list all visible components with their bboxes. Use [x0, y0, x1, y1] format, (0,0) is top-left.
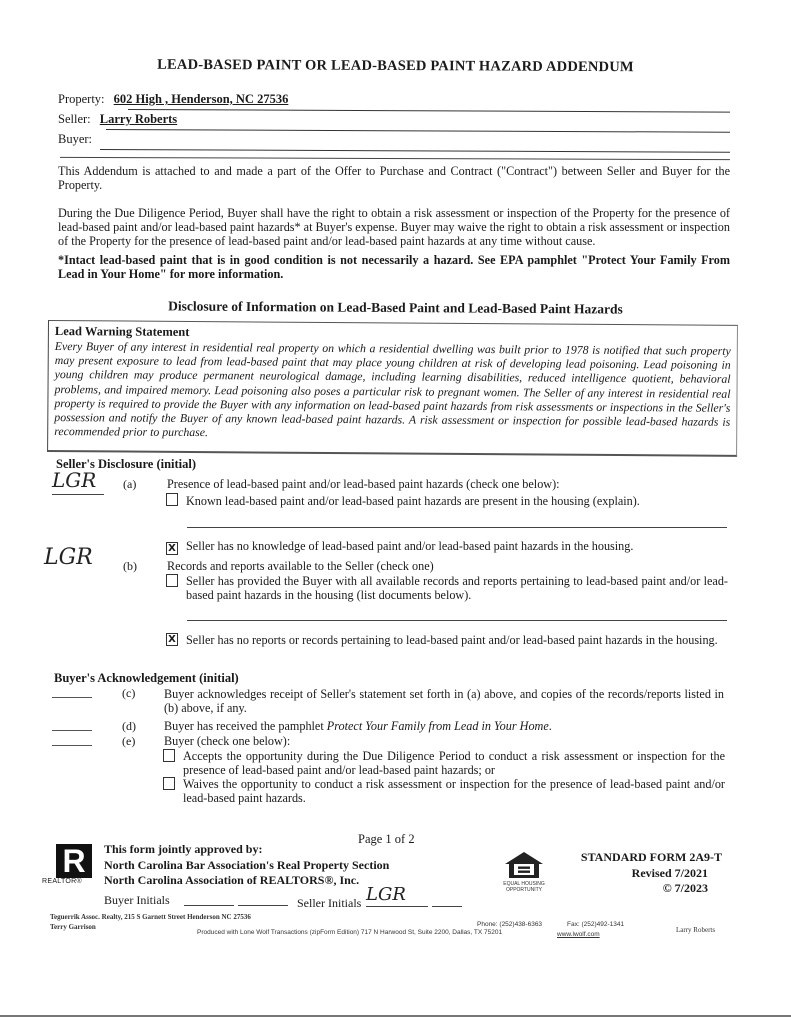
approved-line-1: This form jointly approved by: [104, 842, 263, 856]
item-e-option-accepts[interactable] [163, 749, 725, 777]
phone-number: Phone: (252)438-6363 [477, 921, 543, 928]
broker-line-2: Terry Garrison [50, 923, 96, 931]
item-b-option-provided[interactable] [166, 574, 728, 602]
standard-form: STANDARD FORM 2A9-T [580, 850, 722, 864]
item-e-option-waives[interactable] [163, 777, 725, 805]
lead-warning-heading: Lead Warning Statement [54, 324, 190, 339]
approved-line-2: North Carolina Bar Association's Real Property Section [104, 858, 390, 872]
checkbox-known-lead[interactable] [166, 493, 178, 506]
copyright-date: © 7/2023 [662, 881, 708, 895]
scan-edge [0, 1015, 791, 1017]
buyer-initials-d[interactable] [52, 730, 92, 731]
buyer-second-line [60, 157, 730, 160]
option-accepts-label: Accepts the opportunity during the Due Diligence Period to conduct a risk assessment or inspection for the presence of lead-based paint and/or lead-based paint hazards; or [183, 749, 725, 777]
lead-warning-box [47, 320, 738, 457]
item-e-letter: (e) [122, 734, 136, 748]
disclosure-heading: Disclosure of Information on Lead-Based Paint and Lead-Based Paint Hazards [168, 298, 623, 317]
realtor-logo-text: REALTOR® [42, 878, 82, 885]
option-no-knowledge-label: Seller has no knowledge of lead-based paint and/or lead-based paint hazards in the housing. [186, 539, 634, 553]
document-title: LEAD-BASED PAINT OR LEAD-BASED PAINT HAZARD ADDENDUM [157, 56, 634, 76]
intro-paragraph: This Addendum is attached to and made a part of the Offer to Purchase and Contract ("Contract") between Seller and Buyer for the Property. [58, 164, 730, 192]
buyer-initials-label: Buyer Initials [104, 893, 170, 907]
buyer-acknowledgement-heading: Buyer's Acknowledgement (initial) [54, 671, 239, 685]
buyer-initials-blank-1[interactable] [184, 905, 234, 906]
item-d-prefix: Buyer has received the pamphlet [164, 719, 327, 733]
item-b-text: Records and reports available to the Seller (check one) [167, 559, 434, 573]
checkbox-no-reports[interactable]: X [166, 633, 178, 646]
seller-initials-footer[interactable]: LGR [366, 884, 428, 907]
option-known-label: Known lead-based paint and/or lead-based paint hazards are present in the housing (explain). [186, 494, 640, 508]
checkbox-accepts-inspection[interactable] [163, 749, 175, 762]
due-diligence-paragraph: During the Due Diligence Period, Buyer shall have the right to obtain a risk assessment or inspection of the Property for the presence of lead-based paint and/or lead-based paint hazards* at Buyer's expense. Buyer may waive the right to obtain a risk assessment or inspection of the Property for the presence of lead-based paint and/or lead-based paint hazards at any time without cause. [58, 206, 730, 248]
fax-number: Fax: (252)492-1341 [567, 921, 625, 928]
buyer-initials-e[interactable] [52, 745, 92, 746]
realtor-logo-icon: R [56, 844, 92, 878]
page-number: Page 1 of 2 [358, 832, 415, 846]
property-label: Property: [58, 92, 105, 106]
buyer-field [58, 132, 730, 150]
buyer-initials-blank-2[interactable] [238, 905, 288, 906]
checkbox-waives-inspection[interactable] [163, 777, 175, 790]
seller-initials-b[interactable]: LGR [44, 545, 93, 570]
item-e-text: Buyer (check one below): [164, 734, 291, 748]
equal-housing-text: EQUAL HOUSING OPPORTUNITY [503, 881, 545, 893]
pamphlet-title: Protect Your Family from Lead in Your Home [326, 719, 549, 733]
item-b-letter: (b) [123, 559, 137, 573]
buyer-initials-c[interactable] [52, 697, 92, 698]
option-no-reports-label: Seller has no reports or records pertaining to lead-based paint and/or lead-based paint hazards in the housing. [186, 633, 718, 647]
approved-line-3: North Carolina Association of REALTORS®, Inc. [104, 873, 360, 887]
website-link[interactable]: www.lwolf.com [557, 931, 600, 938]
revised-date: Revised 7/2021 [631, 866, 708, 880]
seller-initials-a[interactable]: LGR [52, 468, 104, 495]
lead-warning-text: Every Buyer of any interest in residential real property on which a residential dwelling was built prior to 1978 is notified that such property may present exposure to lead from lead-based paint that may place young children at risk of developing lead poisoning. Lead poisoning in young children may produce permanent neurological damage, including learning disabilities, reduced intelligence quotient, behavioral problems, and impaired memory. Lead poisoning also poses a particular risk to pregnant women. The Seller of any interest in residential real property is required to provide the Buyer with any information on lead-based paint hazards from risk assessments or inspections in the Seller's possession and notify the Buyer of any known lead-based paint hazards. A risk assessment or inspection for possible lead-based hazards is recommended prior to purchase. [54, 339, 731, 440]
item-a-text: Presence of lead-based paint and/or lead-based paint hazards (check one below): [167, 477, 560, 491]
option-provided-label: Seller has provided the Buyer with all available records and reports pertaining to lead-based paint and/or lead-based paint hazards in the housing (list documents below). [186, 574, 728, 602]
produced-with: Produced with Lone Wolf Transactions (zipForm Edition) 717 N Harwood St, Suite 2200, Dallas, TX 75201 [197, 929, 503, 936]
broker-line-1: Teguerrik Assoc. Realty, 215 S Garnett Street Henderson NC 27536 [50, 913, 251, 921]
item-a-option-known[interactable] [166, 493, 731, 508]
item-a-letter: (a) [123, 477, 137, 491]
property-field [58, 92, 730, 110]
seller-disclosure-heading: Seller's Disclosure (initial) [56, 457, 197, 471]
item-d-suffix: . [548, 719, 552, 733]
item-b-option-no-reports[interactable] [166, 633, 728, 647]
seller-label: Seller: [58, 112, 91, 126]
item-d-letter: (d) [122, 719, 136, 733]
checkbox-records-provided[interactable] [166, 574, 178, 587]
option-waives-label: Waives the opportunity to conduct a risk assessment or inspection for the presence of lead-based paint and/or lead-based paint hazards. [183, 777, 725, 805]
item-d-text [164, 719, 724, 733]
item-c-text: Buyer acknowledges receipt of Seller's statement set forth in (a) above, and copies of the records/reports listed in (b) above, if any. [164, 687, 724, 715]
property-value[interactable]: 602 High , Henderson, NC 27536 [113, 92, 289, 106]
documents-list-line[interactable] [187, 620, 727, 621]
item-c-letter: (c) [122, 686, 136, 700]
seller-initials-label: Seller Initials [297, 896, 362, 910]
item-a-option-no-knowledge[interactable] [166, 539, 731, 555]
footnote-paragraph: *Intact lead-based paint that is in good condition is not necessarily a hazard. See EPA pamphlet "Protect Your Family From Lead in Your Home" for more information. [58, 253, 730, 281]
buyer-label: Buyer: [58, 132, 93, 146]
seller-initials-blank-2[interactable] [432, 906, 462, 907]
file-name: Larry Roberts [676, 926, 716, 934]
buyer-underline [100, 149, 730, 153]
seller-value[interactable]: Larry Roberts [99, 112, 178, 126]
seller-field [58, 112, 730, 130]
explain-line[interactable] [187, 527, 727, 528]
checkbox-no-knowledge[interactable]: X [166, 542, 178, 555]
